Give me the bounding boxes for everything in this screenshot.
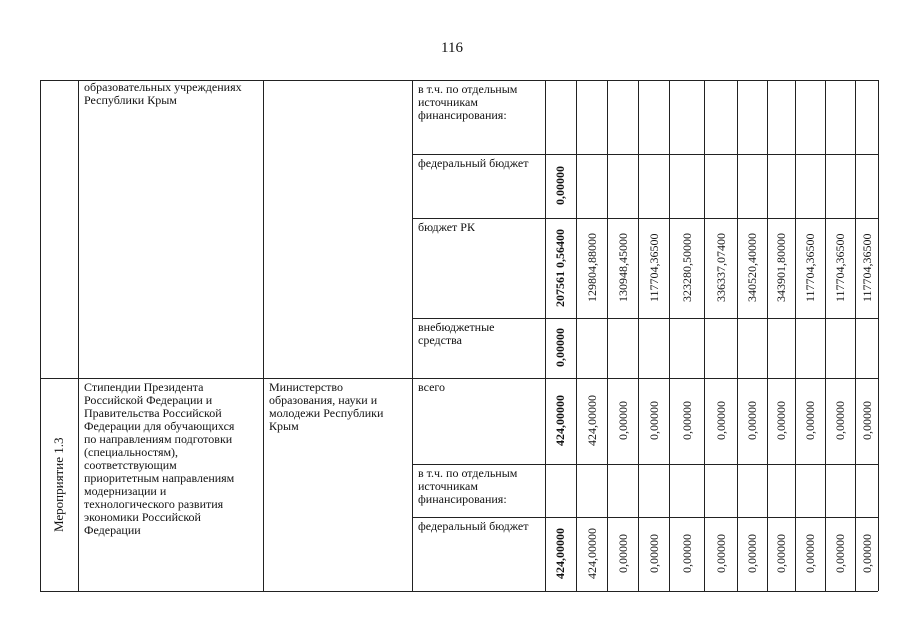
row-divider bbox=[412, 318, 878, 319]
section-divider bbox=[40, 378, 878, 379]
total-value: 0,00000 bbox=[553, 328, 567, 368]
total-value: 424,00000 bbox=[553, 395, 567, 447]
year-value: 0,00000 bbox=[745, 401, 759, 441]
year-value: 117704,36500 bbox=[646, 233, 661, 303]
column-divider bbox=[704, 80, 705, 591]
column-divider bbox=[78, 80, 79, 591]
column-divider bbox=[412, 80, 413, 591]
funding-source-cell: федеральный бюджет bbox=[418, 156, 529, 170]
year-value: 0,00000 bbox=[859, 401, 874, 441]
year-value: 117704,36500 bbox=[803, 233, 817, 303]
year-value: 0,00000 bbox=[859, 534, 874, 574]
year-value: 0,00000 bbox=[713, 401, 728, 441]
column-divider bbox=[669, 80, 670, 591]
total-value: 207561 0,56400 bbox=[553, 229, 567, 307]
year-value: 0,00000 bbox=[803, 401, 817, 441]
event-name-cell: Стипендии Президента Российской Федерации и Правительства Российской Федерации для обучающихся по направлениям подготовки (специальностям), соответствующим приоритетным направлениям модернизации и технологического развития экономики Российской Федерации bbox=[84, 380, 235, 537]
funding-source-cell: внебюджетные средства bbox=[418, 320, 495, 347]
year-value: 0,00000 bbox=[615, 401, 630, 441]
year-value: 0,00000 bbox=[713, 534, 728, 574]
funding-source-cell: в т.ч. по отдельным источникам финансирования: bbox=[418, 82, 518, 122]
row-divider bbox=[412, 218, 878, 219]
column-divider bbox=[767, 80, 768, 591]
year-value: 130948,45000 bbox=[615, 233, 630, 303]
year-value: 0,00000 bbox=[646, 534, 661, 574]
column-divider bbox=[263, 80, 264, 591]
year-value: 0,00000 bbox=[745, 534, 759, 574]
year-value: 323280,50000 bbox=[679, 233, 694, 303]
year-value: 343901,80000 bbox=[774, 233, 788, 303]
event-number-label: Мероприятие 1.3 bbox=[51, 437, 66, 532]
year-value: 0,00000 bbox=[615, 534, 630, 574]
table-border-bottom bbox=[40, 591, 878, 592]
year-value: 0,00000 bbox=[833, 534, 847, 574]
year-value: 117704,36500 bbox=[859, 233, 874, 303]
column-divider bbox=[795, 80, 796, 591]
funding-source-cell: в т.ч. по отдельным источникам финансирования: bbox=[418, 466, 518, 506]
funding-source-cell: всего bbox=[418, 380, 446, 394]
table-border-side bbox=[878, 80, 879, 591]
column-divider bbox=[825, 80, 826, 591]
budget-table bbox=[40, 80, 878, 591]
row-divider bbox=[412, 154, 878, 155]
year-value: 424,00000 bbox=[584, 528, 599, 580]
year-value: 0,00000 bbox=[833, 401, 847, 441]
year-value: 129804,88000 bbox=[584, 233, 599, 303]
program-name-cell: образовательных учреждениях Республики Крым bbox=[84, 80, 242, 107]
year-value: 424,00000 bbox=[584, 395, 599, 447]
year-value: 0,00000 bbox=[774, 401, 788, 441]
row-divider bbox=[412, 464, 878, 465]
year-value: 340520,40000 bbox=[745, 233, 759, 303]
column-divider bbox=[638, 80, 639, 591]
year-value: 0,00000 bbox=[679, 401, 694, 441]
row-divider bbox=[412, 517, 878, 518]
page-number: 116 bbox=[441, 40, 463, 56]
column-divider bbox=[737, 80, 738, 591]
year-value: 117704,36500 bbox=[833, 233, 847, 303]
total-value: 0,00000 bbox=[553, 166, 567, 206]
funding-source-cell: бюджет РК bbox=[418, 220, 475, 234]
year-value: 0,00000 bbox=[774, 534, 788, 574]
total-value: 424,00000 bbox=[553, 528, 567, 580]
column-divider bbox=[855, 80, 856, 591]
year-value: 0,00000 bbox=[679, 534, 694, 574]
year-value: 336337,07400 bbox=[713, 233, 728, 303]
executor-cell: Министерство образования, науки и молодежи Республики Крым bbox=[269, 380, 384, 433]
column-divider bbox=[545, 80, 546, 591]
year-value: 0,00000 bbox=[646, 401, 661, 441]
funding-source-cell: федеральный бюджет bbox=[418, 519, 529, 533]
column-divider bbox=[576, 80, 577, 591]
year-value: 0,00000 bbox=[803, 534, 817, 574]
column-divider bbox=[607, 80, 608, 591]
